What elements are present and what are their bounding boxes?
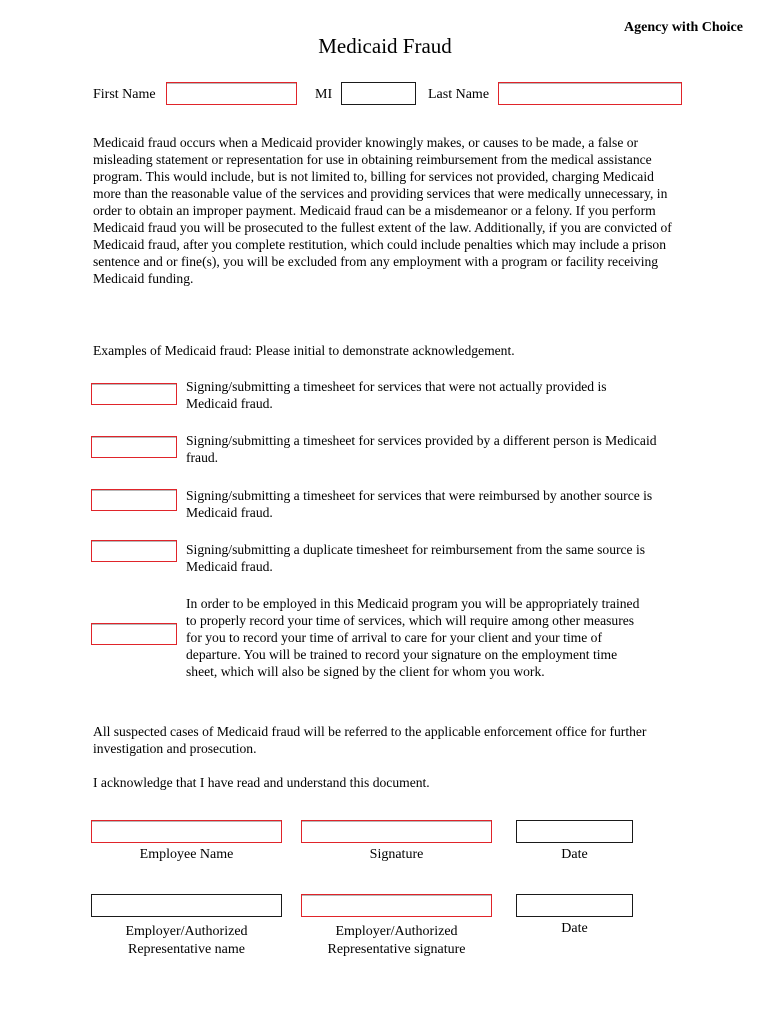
agency-label: Agency with Choice: [624, 20, 743, 35]
employer-signature-field[interactable]: [301, 894, 492, 917]
example-item-1: Signing/submitting a timesheet for services that were not actually provided is Medicaid fraud.: [186, 379, 607, 411]
initial-field-3[interactable]: [91, 489, 177, 511]
mi-field[interactable]: [341, 82, 416, 105]
date-caption-1: Date: [561, 847, 588, 862]
page-title: Medicaid Fraud: [318, 34, 452, 58]
date-caption-2: Date: [561, 921, 588, 936]
example-item-4: Signing/submitting a duplicate timesheet for reimbursement from the same source is Medicaid fraud.: [186, 542, 646, 574]
employer-signature-caption-line2: Representative signature: [327, 942, 466, 957]
mi-label: MI: [315, 87, 333, 102]
last-name-field[interactable]: [498, 82, 682, 105]
examples-heading: Examples of Medicaid fraud: Please initial to demonstrate acknowledgement.: [93, 343, 515, 358]
last-name-label: Last Name: [428, 87, 490, 102]
initial-field-1[interactable]: [91, 383, 177, 405]
intro-paragraph: Medicaid fraud occurs when a Medicaid provider knowingly makes, or causes to be made, a false or misleading statement or representation for use in obtaining reimbursement from the medical assistance program. This would include, but is not limited to, billing for services not provided, charging Medicaid more than the reasonable value of the services and providing services that were medically unnecessary, in order to obtain an improper payment. Medicaid fraud can be a misdemeanor or a felony. If you perform Medicaid fraud you will be prosecuted to the fullest extent of the law. Additionally, if you are convicted of Medicaid fraud, after you complete restitution, which could include penalties which may include a prison sentence and or fine(s), you will be excluded from any employment with a program or facility receiving Medicaid funding.: [93, 135, 672, 286]
initial-field-5[interactable]: [91, 623, 177, 645]
employee-name-field[interactable]: [91, 820, 282, 843]
first-name-field[interactable]: [166, 82, 297, 105]
initial-field-4[interactable]: [91, 540, 177, 562]
employer-date-field[interactable]: [516, 894, 633, 917]
employer-name-caption-line1: Employer/Authorized: [125, 924, 248, 939]
employer-name-caption-line2: Representative name: [127, 942, 245, 957]
employer-signature-caption-line1: Employer/Authorized: [335, 924, 458, 939]
referral-paragraph: All suspected cases of Medicaid fraud will be referred to the applicable enforcement office for further investigation and prosecution.: [93, 724, 647, 756]
example-item-5: In order to be employed in this Medicaid program you will be appropriately trained to properly record your time of services, which will require among other measures for you to record your time of arrival to care for your client and your time of departure. You will be trained to record your signature on the employment time sheet, which will also be signed by the client for whom you work.: [186, 596, 640, 679]
employee-signature-field[interactable]: [301, 820, 492, 843]
employee-date-field[interactable]: [516, 820, 633, 843]
initial-field-2[interactable]: [91, 436, 177, 458]
employer-name-field[interactable]: [91, 894, 282, 917]
signature-caption: Signature: [369, 847, 424, 862]
employee-name-caption: Employee Name: [139, 847, 234, 862]
example-item-3: Signing/submitting a timesheet for services that were reimbursed by another source is Medicaid fraud.: [186, 488, 653, 520]
example-item-2: Signing/submitting a timesheet for services provided by a different person is Medicaid fraud.: [186, 433, 657, 465]
employer-signature-caption: [301, 923, 492, 959]
acknowledge-statement: I acknowledge that I have read and understand this document.: [93, 775, 430, 790]
first-name-label: First Name: [93, 87, 156, 102]
employer-name-caption: [91, 923, 282, 959]
